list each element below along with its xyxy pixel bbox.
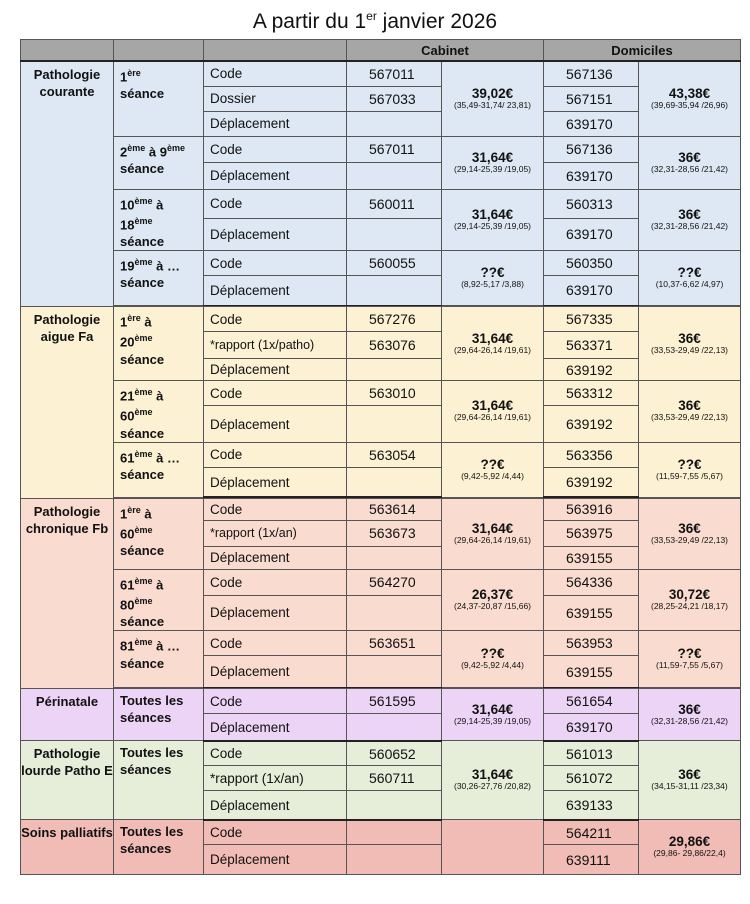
domicile-price: 36€ (33,53-29,49 /22,13) — [639, 381, 741, 443]
table-row: Déplacement 639155 — [21, 546, 741, 569]
table-row: Déplacement 639170 — [21, 162, 741, 189]
cabinet-price: 31,64€ (29,14-25,39 /19,05) — [442, 689, 544, 741]
table-row: 19ème à … séance Code 560055 ??€ (8,92-5,17 /3,88) 560350 ??€ (10,37-6,62 /4,97) — [21, 251, 741, 276]
header-domiciles: Domiciles — [544, 40, 741, 62]
domicile-price: 36€ (32,31-28,56 /21,42) — [639, 689, 741, 741]
table-row: Pathologie courante 1ère séance Code 567011 39,02€ (35,49-31,74/ 23,81) 567136 43,38€ (39,69-35,94 /26,96) — [21, 61, 741, 86]
session-label: 1ère séance — [114, 61, 204, 136]
session-label: 61ème à … séance — [114, 442, 204, 497]
session-label: Toutes les séances — [114, 820, 204, 875]
header-cabinet: Cabinet — [347, 40, 544, 62]
page-title: A partir du 1er janvier 2026 — [252, 9, 498, 33]
table-row: Déplacement 639170 — [21, 714, 741, 741]
session-label: 61ème à 80ème séance — [114, 569, 204, 631]
group-perinatale — [21, 689, 741, 741]
cabinet-price: 31,64€ (29,64-26,14 /19,61) — [442, 498, 544, 569]
table-row: Pathologie chronique Fb 1ère à 60ème séance Code 563614 31,64€ (29,64-26,14 /19,61) 563916 36€ (33,53-29,49 /22,13) — [21, 498, 741, 520]
table-row: *rapport (1x/patho) 563076 563371 — [21, 332, 741, 359]
category-label: Pathologie lourde Patho E — [21, 741, 114, 820]
header-row — [21, 40, 741, 62]
table-row: *rapport (1x/an) 563673 563975 — [21, 520, 741, 546]
cabinet-price: 26,37€ (24,37-20,87 /15,66) — [442, 569, 544, 631]
table-row: Déplacement 639170 — [21, 111, 741, 136]
session-label: 19ème à … séance — [114, 251, 204, 306]
table-row: Soins palliatifs Toutes les séances Code 564211 29,86€ (29,86- 29,86/22,4) — [21, 820, 741, 845]
domicile-price: 29,86€ (29,86- 29,86/22,4) — [639, 820, 741, 875]
session-label: 10ème à 18ème séance — [114, 189, 204, 251]
table-row: 10ème à 18ème séance Code 560011 31,64€ (29,14-25,39 /19,05) 560313 36€ (32,31-28,56 /21,42) — [21, 189, 741, 218]
table-row: Déplacement 639133 — [21, 791, 741, 820]
cabinet-price: ??€ (8,92-5,17 /3,88) — [442, 251, 544, 306]
domicile-price: ??€ (10,37-6,62 /4,97) — [639, 251, 741, 306]
session-label: 2ème à 9ème séance — [114, 136, 204, 189]
category-label: Pathologie chronique Fb — [21, 498, 114, 689]
category-label: Pathologie courante — [21, 61, 114, 307]
cabinet-price: 31,64€ (30,26-27,76 /20,82) — [442, 741, 544, 820]
category-label: Périnatale — [21, 689, 114, 741]
table-row: 81ème à … séance Code 563651 ??€ (9,42-5,92 /4,44) 563953 ??€ (11,59-7,55 /5,67) — [21, 631, 741, 656]
table-row: Déplacement 639170 — [21, 276, 741, 306]
session-label: 1ère à 20ème séance — [114, 307, 204, 381]
session-label: 1ère à 60ème séance — [114, 498, 204, 569]
table-row: *rapport (1x/an) 560711 561072 — [21, 766, 741, 791]
session-label: Toutes les séances — [114, 689, 204, 741]
table-row: Déplacement 639192 — [21, 406, 741, 442]
cabinet-price: 31,64€ (29,14-25,39 /19,05) — [442, 136, 544, 189]
table-row: Pathologie lourde Patho E Toutes les séances Code 560652 31,64€ (30,26-27,76 /20,82) 561013 36€ (34,15-31,11 /23,34) — [21, 741, 741, 766]
domicile-price: 30,72€ (28,25-24,21 /18,17) — [639, 569, 741, 631]
cabinet-price: ??€ (9,42-5,92 /4,44) — [442, 442, 544, 497]
table-row: 61ème à … séance Code 563054 ??€ (9,42-5,92 /4,44) 563356 ??€ (11,59-7,55 /5,67) — [21, 442, 741, 467]
group-soins-palliatifs — [21, 820, 741, 875]
table-row: 61ème à 80ème séance Code 564270 26,37€ (24,37-20,87 /15,66) 564336 30,72€ (28,25-24,21 /18,17) — [21, 569, 741, 595]
cabinet-price — [442, 820, 544, 875]
table-row: Déplacement 639170 — [21, 218, 741, 251]
session-label: Toutes les séances — [114, 741, 204, 820]
cabinet-price: 39,02€ (35,49-31,74/ 23,81) — [442, 61, 544, 136]
domicile-price: 36€ (33,53-29,49 /22,13) — [639, 498, 741, 569]
cabinet-price: 31,64€ (29,14-25,39 /19,05) — [442, 189, 544, 251]
session-label: 81ème à … séance — [114, 631, 204, 688]
cabinet-price: 31,64€ (29,64-26,14 /19,61) — [442, 381, 544, 443]
table-row: Déplacement 639155 — [21, 595, 741, 631]
cabinet-price: ??€ (9,42-5,92 /4,44) — [442, 631, 544, 688]
domicile-price: ??€ (11,59-7,55 /5,67) — [639, 442, 741, 497]
domicile-price: 36€ (32,31-28,56 /21,42) — [639, 136, 741, 189]
table-row: Déplacement 639192 — [21, 359, 741, 381]
session-label: 21ème à 60ème séance — [114, 381, 204, 443]
group-pathologie-chronique — [21, 498, 741, 689]
domicile-price: 43,38€ (39,69-35,94 /26,96) — [639, 61, 741, 136]
table-row: Déplacement 639111 — [21, 845, 741, 875]
category-label: Pathologie aigue Fa — [21, 307, 114, 499]
group-pathologie-aigue — [21, 307, 741, 499]
table-row: Dossier 567033 567151 — [21, 86, 741, 111]
table-row: 2ème à 9ème séance Code 567011 31,64€ (29,14-25,39 /19,05) 567136 36€ (32,31-28,56 /21,42) — [21, 136, 741, 162]
domicile-price: ??€ (11,59-7,55 /5,67) — [639, 631, 741, 688]
table-row: 21ème à 60ème séance Code 563010 31,64€ (29,64-26,14 /19,61) 563312 36€ (33,53-29,49 /22,13) — [21, 381, 741, 406]
group-pathologie-lourde — [21, 741, 741, 820]
domicile-price: 36€ (34,15-31,11 /23,34) — [639, 741, 741, 820]
tariff-table — [20, 39, 741, 875]
table-row: Périnatale Toutes les séances Code 561595 31,64€ (29,14-25,39 /19,05) 561654 36€ (32,31-28,56 /21,42) — [21, 689, 741, 714]
category-label: Soins palliatifs — [21, 820, 114, 875]
table-row: Pathologie aigue Fa 1ère à 20ème séance Code 567276 31,64€ (29,64-26,14 /19,61) 567335 36€ (33,53-29,49 /22,13) — [21, 307, 741, 332]
cabinet-price: 31,64€ (29,64-26,14 /19,61) — [442, 307, 544, 381]
table-row: Déplacement 639192 — [21, 467, 741, 497]
domicile-price: 36€ (32,31-28,56 /21,42) — [639, 189, 741, 251]
group-pathologie-courante — [21, 61, 741, 307]
table-row: Déplacement 639155 — [21, 656, 741, 688]
domicile-price: 36€ (33,53-29,49 /22,13) — [639, 307, 741, 381]
